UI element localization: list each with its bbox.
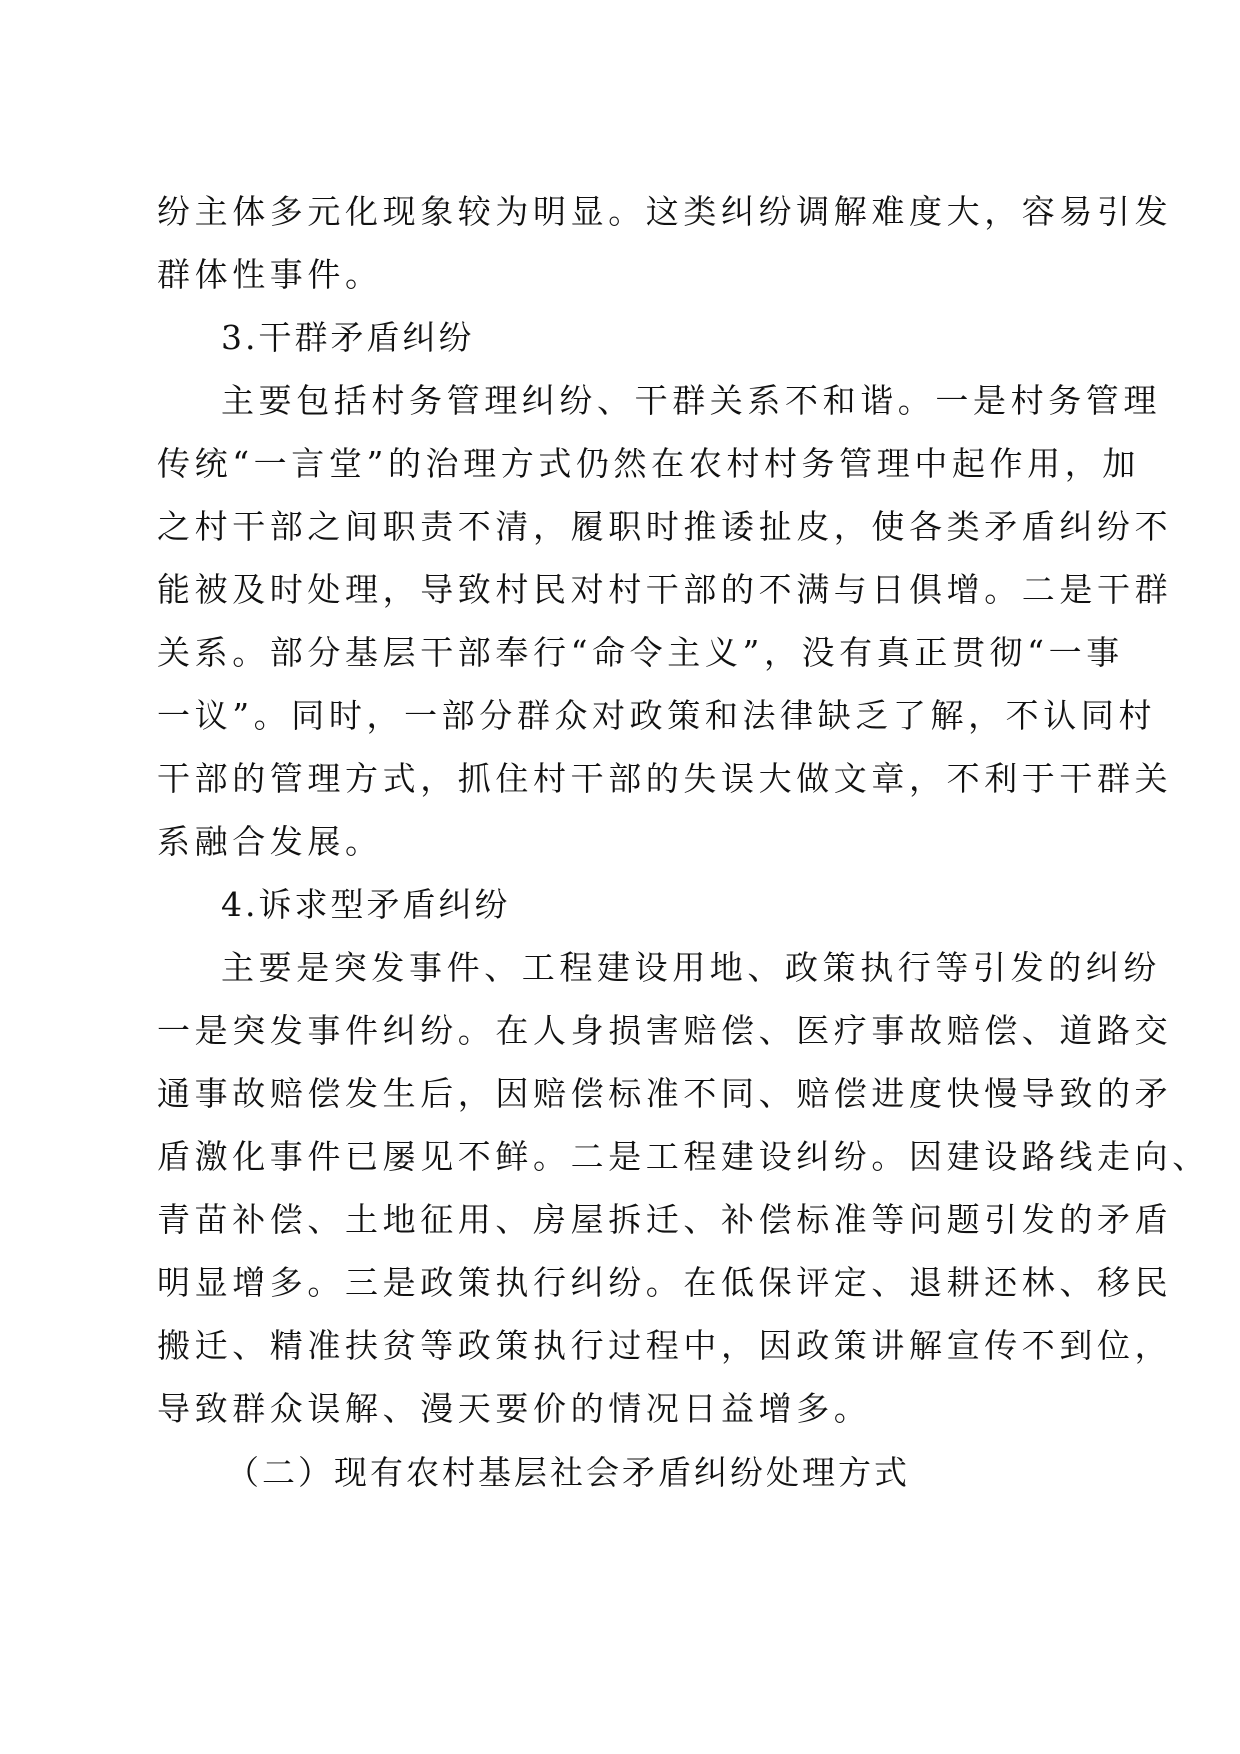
paragraph-line: 之村干部之间职责不清，履职时推诿扯皮，使各类矛盾纠纷不: [157, 507, 1173, 546]
paragraph-line: 纷主体多元化现象较为明显。这类纠纷调解难度大，容易引发: [157, 192, 1173, 231]
paragraph-line: 关系。部分基层干部奉行“命令主义”，没有真正贯彻“一事: [157, 633, 1124, 672]
paragraph-line: 能被及时处理，导致村民对村干部的不满与日俱增。二是干群: [157, 570, 1173, 609]
subheading-appeal-conflict: 4.诉求型矛盾纠纷: [221, 885, 511, 924]
paragraph-line: 导致群众误解、漫天要价的情况日益增多。: [157, 1389, 872, 1428]
paragraph-line: 主要包括村务管理纠纷、干群关系不和谐。一是村务管理: [221, 381, 1161, 420]
paragraph-line: 一议”。同时，一部分群众对政策和法律缺乏了解，不认同村: [157, 696, 1157, 735]
paragraph-line: 青苗补偿、土地征用、房屋拆迁、补偿标准等问题引发的矛盾: [157, 1200, 1173, 1239]
paragraph-line: 盾激化事件已屡见不鲜。二是工程建设纠纷。因建设路线走向、: [157, 1137, 1210, 1176]
paragraph-line: 传统“一言堂”的治理方式仍然在农村村务管理中起作用，加: [157, 444, 1140, 483]
paragraph-line: 搬迁、精准扶贫等政策执行过程中，因政策讲解宣传不到位，: [157, 1326, 1173, 1365]
paragraph-line: 群体性事件。: [157, 255, 383, 294]
paragraph-line: 一是突发事件纠纷。在人身损害赔偿、医疗事故赔偿、道路交: [157, 1011, 1173, 1050]
section-heading-handling-methods: （二）现有农村基层社会矛盾纠纷处理方式: [226, 1453, 910, 1492]
paragraph-line: 干部的管理方式，抓住村干部的失误大做文章，不利于干群关: [157, 759, 1173, 798]
paragraph-line: 主要是突发事件、工程建设用地、政策执行等引发的纠纷: [221, 948, 1161, 987]
paragraph-line: 通事故赔偿发生后，因赔偿标准不同、赔偿进度快慢导致的矛: [157, 1074, 1173, 1113]
subheading-cadre-mass-conflict: 3.干群矛盾纠纷: [221, 318, 475, 357]
paragraph-line: 系融合发展。: [157, 822, 383, 861]
paragraph-line: 明显增多。三是政策执行纠纷。在低保评定、退耕还林、移民: [157, 1263, 1173, 1302]
